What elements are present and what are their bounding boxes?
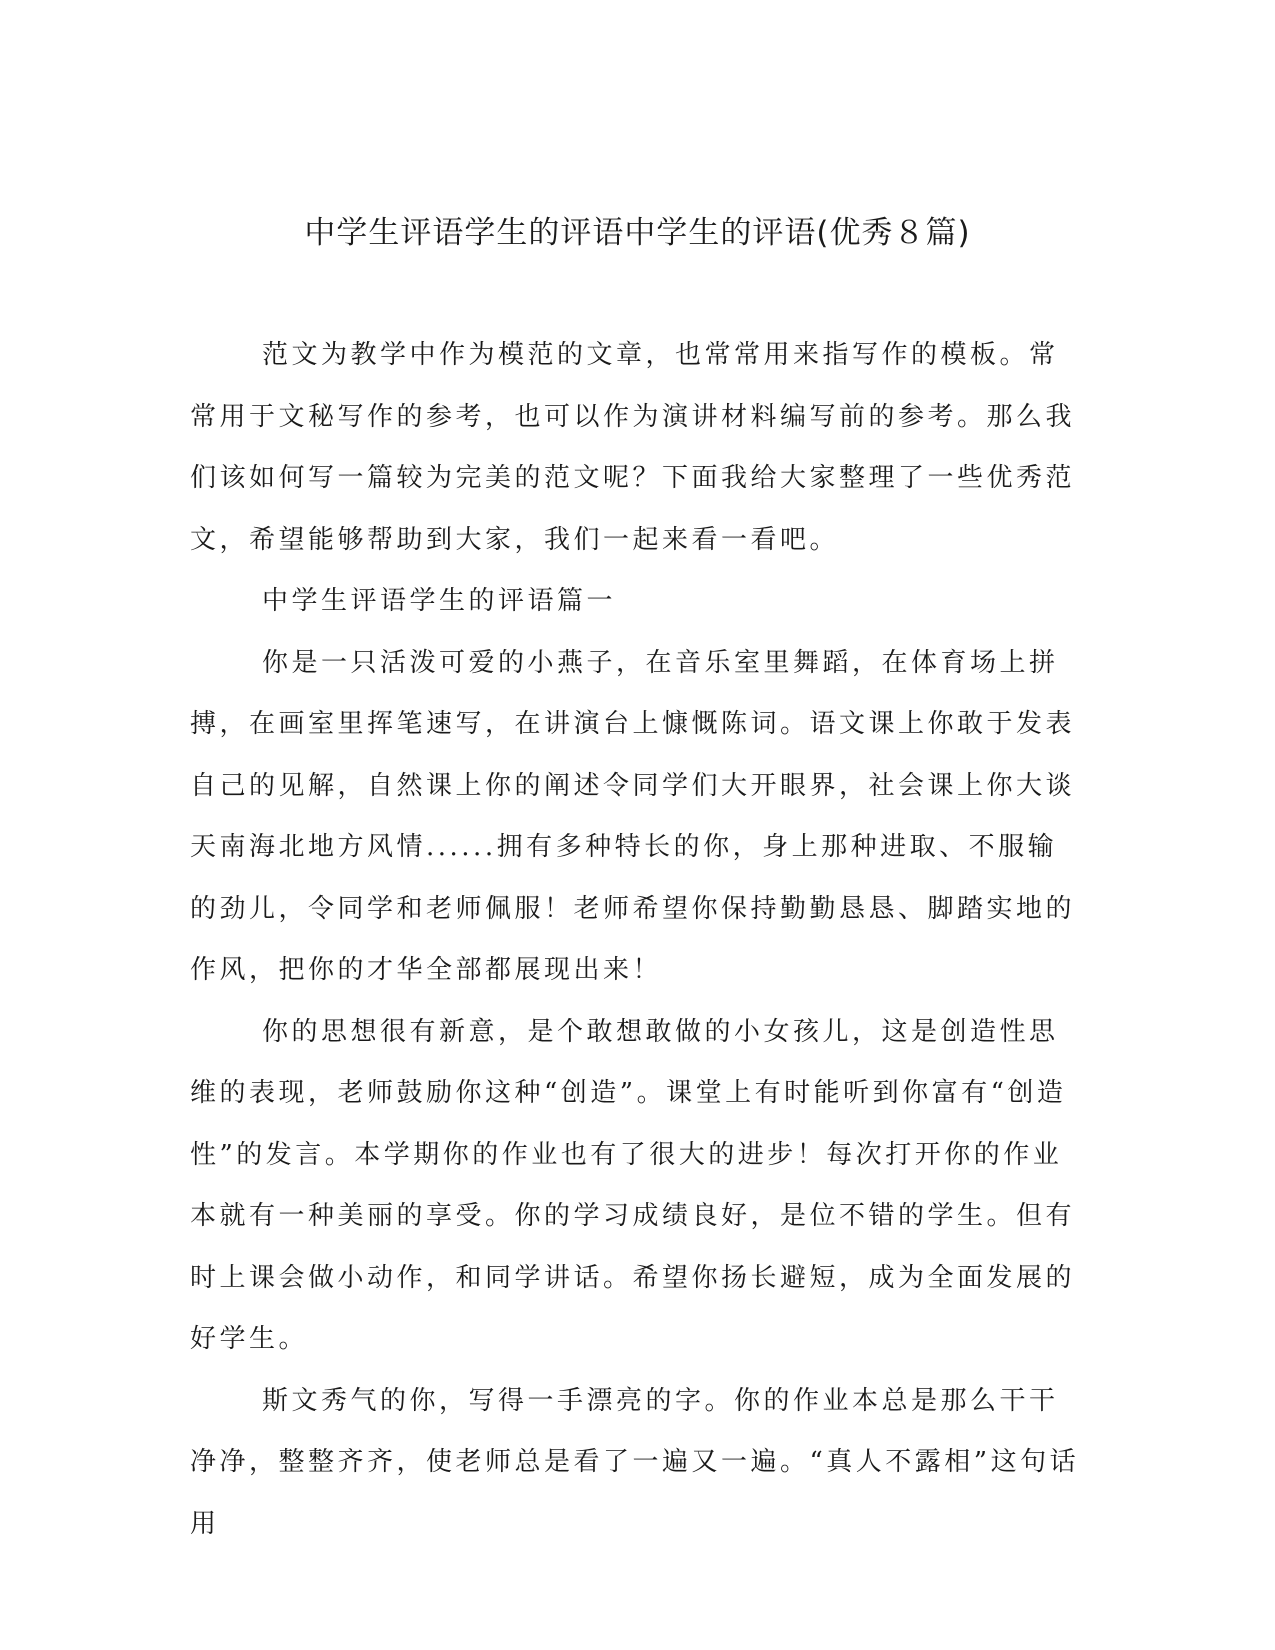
document-title: 中学生评语学生的评语中学生的评语(优秀８篇) [304, 215, 971, 251]
paragraph: 斯文秀气的你，写得一手漂亮的字。你的作业本总是那么干干净净，整整齐齐，使老师总是看了一遍又一遍。“真人不露相”这句话用 [190, 1385, 1080, 1539]
paragraph-intro: 范文为教学中作为模范的文章，也常常用来指写作的模板。常常用于文秘写作的参考，也可以作为演讲材料编写前的参考。那么我们该如何写一篇较为完美的范文呢？下面我给大家整理了一些优秀范文，希望能够帮助到大家，我们一起来看一看吧。 [190, 340, 1076, 555]
paragraph: 你是一只活泼可爱的小燕子，在音乐室里舞蹈，在体育场上拼搏，在画室里挥笔速写，在讲演台上慷慨陈词。语文课上你敢于发表自己的见解，自然课上你的阐述令同学们大开眼界，社会课上你大谈天南海北地方风情......拥有多种特长的你，身上那种进取、不服输的劲儿，令同学和老师佩服！老师希望你保持勤勤恳恳、脚踏实地的作风，把你的才华全部都展现出来！ [190, 647, 1076, 985]
document-body [190, 325, 1080, 1555]
section-heading: 中学生评语学生的评语篇一 [262, 586, 617, 616]
paragraph: 你的思想很有新意，是个敢想敢做的小女孩儿，这是创造性思维的表现，老师鼓励你这种“创造”。课堂上有时能听到你富有“创造性”的发言。本学期你的作业也有了很大的进步！每次打开你的作业本就有一种美丽的享受。你的学习成绩良好，是位不错的学生。但有时上课会做小动作，和同学讲话。希望你扬长避短，成为全面发展的好学生。 [190, 1016, 1076, 1354]
